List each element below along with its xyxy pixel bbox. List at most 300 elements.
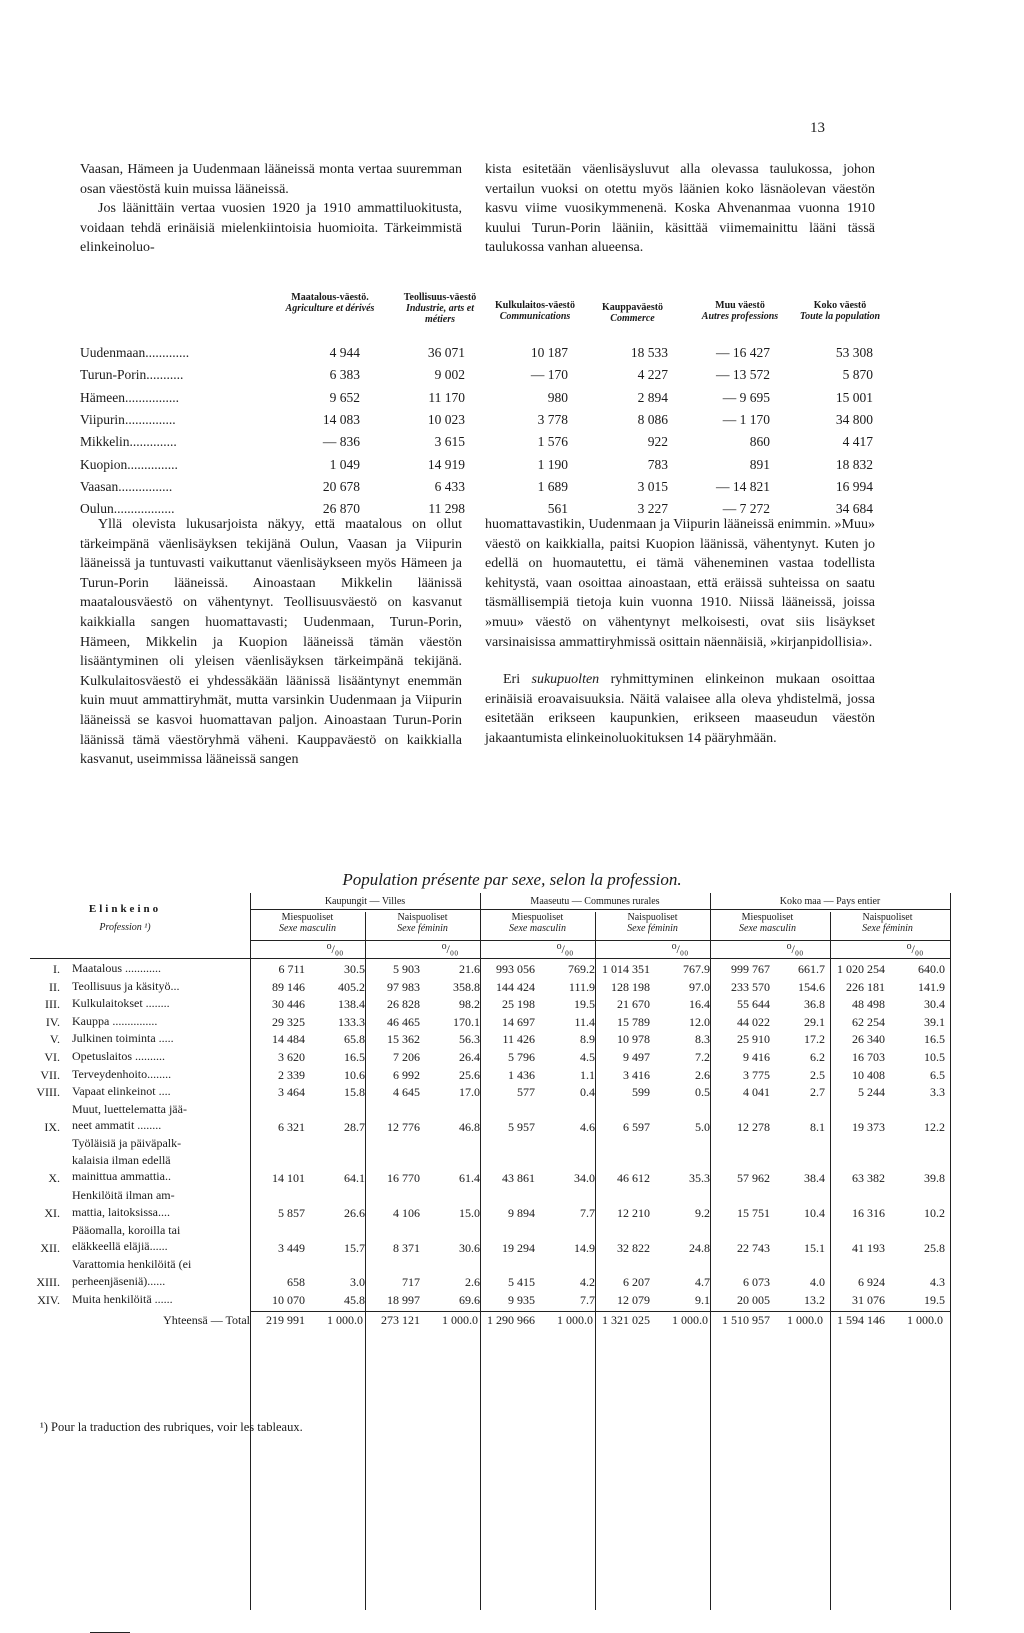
table-title: Population présente par sexe, selon la profession. <box>342 870 682 889</box>
permille-cell: 10.4 <box>804 1206 825 1220</box>
count-cell: 5 796 <box>508 1050 535 1064</box>
permille-cell: 34.0 <box>574 1171 595 1186</box>
row-label: Vapaat elinkeinot .... <box>72 1084 171 1099</box>
count-cell: 717 <box>402 1275 420 1290</box>
table-row <box>30 979 960 996</box>
row-label <box>80 479 290 495</box>
permille-cell: 38.4 <box>804 1171 825 1186</box>
row-number: XIII. <box>36 1275 60 1290</box>
count-cell: 12 776 <box>387 1119 420 1134</box>
count-cell: 9 497 <box>623 1050 650 1064</box>
paragraph: kista esitetään väenlisäysluvut alla olevassa taulukossa, johon vertailun vuoksi on otettu myös läänien koko läsnäolevan väestön kasvu viime vuosikymmenenä. Koska Ahvenanmaa vuonna 1910 kuului Turun-Porin lääniin, käsittää viimemainittu lääni tässä taulukossa vanhan alueensa. <box>485 162 875 255</box>
total-cell: 1 594 146 <box>837 1313 885 1328</box>
permille-cell: 64.1 <box>344 1171 365 1186</box>
row-name: Vaasan <box>80 478 119 494</box>
count-cell: 1 436 <box>508 1067 535 1082</box>
paragraph: huomattavastikin, Uudenmaan ja Viipurin lääneissä enimmin. »Muu» väestö on kaikkialla, paitsi Kuopion läänissä, vähentynyt. Kuten jo edellä on huomautettu, ei tämä väheneminen vastaa todellista kehitystä, vaan osoittaa ainoastaan, että eräissä suhteissa on saatu täsmällisempiä tietoja kuin vuonna 1910. Niissä lääneissä, joissa »muu» väestö on vähentynyt melkoisesti, ovat siis lisäykset varsinaisissa ammattiryhmissä osittain näennäisiä, »kirjanpidollisia». <box>485 517 875 650</box>
count-cell: 41 193 <box>852 1240 885 1255</box>
permille-cell: 7.7 <box>580 1292 595 1307</box>
permille-cell: 56.3 <box>459 1032 480 1047</box>
table-row <box>80 457 880 479</box>
table-cell: 891 <box>749 456 770 472</box>
table-cell: 16 994 <box>835 478 873 494</box>
row-label <box>80 390 290 406</box>
row-name: Turun-Porin <box>80 367 147 383</box>
table-cell: 1 190 <box>537 456 568 472</box>
total-label: Yhteensä — Total <box>163 1313 250 1328</box>
table-cell: 14 083 <box>322 411 360 427</box>
table-cell: 18 832 <box>835 456 873 472</box>
permille-cell: 45.8 <box>344 1292 365 1307</box>
table-cell: 36 071 <box>427 345 465 360</box>
permille-cell: 10.6 <box>344 1067 365 1082</box>
permille-cell: 15.7 <box>344 1240 365 1255</box>
table-row <box>30 1136 960 1187</box>
right-intro <box>485 160 875 258</box>
total-cell: 1 000.0 <box>557 1313 593 1328</box>
permille-cell: 2.5 <box>810 1067 825 1082</box>
permille-cell: 12.0 <box>689 1014 710 1029</box>
leader-dots: ........... <box>146 367 184 383</box>
permille-cell: 0.5 <box>695 1085 710 1100</box>
table-row <box>30 961 960 978</box>
count-cell: 19 294 <box>502 1240 535 1255</box>
row-label: Kulkulaitokset ........ <box>72 996 170 1011</box>
count-cell: 8 371 <box>393 1240 420 1255</box>
permille-cell: 30.4 <box>924 997 945 1012</box>
row-number: III. <box>45 997 60 1012</box>
count-cell: 4 106 <box>393 1206 420 1220</box>
table-cell: 860 <box>749 434 770 450</box>
row-number: X. <box>48 1171 60 1186</box>
count-cell: 46 612 <box>617 1171 650 1186</box>
permille-cell: 1.1 <box>580 1067 595 1082</box>
permille-cell: 640.0 <box>918 962 945 976</box>
count-cell: 6 597 <box>623 1119 650 1134</box>
count-cell: 32 822 <box>617 1240 650 1255</box>
permille-cell: 4.0 <box>810 1275 825 1290</box>
table-cell: 10 023 <box>427 411 465 427</box>
paragraph: Yllä olevista lukusarjoista näkyy, että maatalous on ollut tärkeimpänä väenlisäyksen tekijänä Oulun, Vaasan ja Viipurin lääneissä ja tuntuvasti vaikuttanut väenlisäykseen myös Hämeen ja Turun-Porin lääneissä. Ainoastaan Mikkelin läänissä maatalousväestö on vähentynyt. Teollisuusväestö on kasvanut kaikkialla sangen huomattavasti; Uudenmaan, Turun-Porin, Hämeen, Mikkelin ja Kuopion lääneissä tämän väestön lisääntyminen oli yleisen väenlisäyksen tärkeimpänä tekijänä. Kulkulaitosväestö ei yhdessäkään läänissä lisääntynyt enemmän kuin muut ammattiryhmät, mutta varsinkin Uudenmaan ja Viipurin lääneissä se kasvoi huomattavan paljon. Ainoastaan Turun-Porin läänissä tämä väestöryhmä väheni. Kauppaväestö on kaikkialla kasvanut, useimmissa lääneissä sangen <box>80 517 462 768</box>
count-cell: 577 <box>517 1085 535 1100</box>
permille-cell: 26.6 <box>344 1206 365 1220</box>
count-cell: 12 210 <box>617 1206 650 1220</box>
count-cell: 5 415 <box>508 1275 535 1290</box>
count-cell: 55 644 <box>737 997 770 1012</box>
count-cell: 599 <box>632 1085 650 1100</box>
count-cell: 16 316 <box>852 1206 885 1220</box>
count-cell: 22 743 <box>737 1240 770 1255</box>
count-cell: 29 325 <box>272 1014 305 1029</box>
count-cell: 3 449 <box>278 1240 305 1255</box>
table-row <box>80 345 880 367</box>
permille-cell: 24.8 <box>689 1240 710 1255</box>
paragraph: Eri sukupuolten ryhmittyminen elinkeinon mukaan osoittaa erinäisiä eroavaisuuksia. Näitä valaisee alla oleva yhdistelmä, jossa esitetään erikseen kaupunkien, erikseen maaseudun väestön jakaantumista elinkeinoluokituksen 14 pääryhmään. <box>485 672 875 746</box>
table-row <box>30 1084 960 1101</box>
permille-cell: 14.9 <box>574 1240 595 1255</box>
leader-dots: ................ <box>118 478 173 494</box>
permille-cell: 5.0 <box>695 1119 710 1134</box>
count-cell: 12 079 <box>617 1292 650 1307</box>
table-cell: 14 919 <box>427 456 465 472</box>
total-cell: 219 991 <box>266 1313 305 1328</box>
row-label <box>80 412 290 428</box>
header-rule <box>30 958 950 959</box>
table-cell: — 1 170 <box>722 411 770 427</box>
permille-cell: 30.5 <box>344 962 365 976</box>
table-cell: 1 576 <box>537 434 568 450</box>
count-cell: 26 340 <box>852 1032 885 1047</box>
total-cell: 273 121 <box>381 1313 420 1328</box>
count-cell: 57 962 <box>737 1171 770 1186</box>
sub-header-fr: Sexe masculin <box>739 923 796 934</box>
col-header: Kulkulaitos-väestö Communications <box>494 300 575 322</box>
table-cell: — 836 <box>322 434 360 450</box>
row-number: II. <box>49 979 60 994</box>
permille-cell: 29.1 <box>804 1014 825 1029</box>
header-rule <box>250 909 950 910</box>
permille-label: ⁰/₀₀ <box>326 942 344 956</box>
stub-header: Elinkeino <box>88 903 162 915</box>
permille-cell: 8.1 <box>810 1119 825 1134</box>
permille-cell: 13.2 <box>804 1292 825 1307</box>
count-cell: 30 446 <box>272 997 305 1012</box>
permille-cell: 7.7 <box>580 1206 595 1220</box>
row-number: VII. <box>40 1067 60 1082</box>
row-number: XII. <box>40 1240 60 1255</box>
permille-cell: 21.6 <box>459 962 480 976</box>
table-cell: 3 227 <box>637 501 668 517</box>
permille-cell: 17.2 <box>804 1032 825 1047</box>
count-cell: 25 198 <box>502 997 535 1012</box>
permille-cell: 46.8 <box>459 1119 480 1134</box>
permille-cell: 26.4 <box>459 1050 480 1064</box>
permille-cell: 2.6 <box>465 1275 480 1290</box>
col-header: Muu väestö Autres professions <box>701 300 779 322</box>
table-row <box>30 996 960 1013</box>
count-cell: 10 070 <box>272 1292 305 1307</box>
table-cell: 5 870 <box>842 367 873 383</box>
header-rule <box>250 940 950 941</box>
table-cell: 561 <box>547 501 568 517</box>
permille-label: ⁰/₀₀ <box>671 942 689 956</box>
row-number: XI. <box>44 1206 60 1220</box>
permille-cell: 8.3 <box>695 1032 710 1047</box>
leader-dots: ............. <box>145 345 190 360</box>
permille-cell: 25.8 <box>924 1240 945 1255</box>
table-cell: — 7 272 <box>722 501 770 517</box>
count-cell: 5 903 <box>393 962 420 976</box>
row-name: Hämeen <box>80 389 125 405</box>
count-cell: 4 041 <box>743 1085 770 1100</box>
sub-header: Miespuoliset <box>511 912 564 923</box>
table-cell: 4 944 <box>329 345 360 360</box>
table-cell: 6 383 <box>329 367 360 383</box>
count-cell: 144 424 <box>496 979 535 994</box>
row-name: Oulun <box>80 501 114 517</box>
permille-cell: 30.6 <box>459 1240 480 1255</box>
sub-header-fr: Sexe masculin <box>279 923 336 934</box>
permille-cell: 141.9 <box>918 979 945 994</box>
permille-cell: 4.7 <box>695 1275 710 1290</box>
count-cell: 10 408 <box>852 1067 885 1082</box>
row-label <box>80 457 290 473</box>
count-cell: 7 206 <box>393 1050 420 1064</box>
row-label <box>80 434 290 450</box>
row-label: mainittua ammattia.. <box>72 1169 171 1184</box>
table-cell: — 13 572 <box>716 367 770 383</box>
sub-header-fr: Sexe féminin <box>627 923 678 934</box>
group-header: Kaupungit — Villes <box>324 896 406 907</box>
row-label: Varattomia henkilöitä (ei <box>72 1257 192 1272</box>
count-cell: 97 983 <box>387 979 420 994</box>
table-row <box>80 367 880 389</box>
count-cell: 10 978 <box>617 1032 650 1047</box>
count-cell: 3 775 <box>743 1067 770 1082</box>
col-header: Teollisuus-väestö Industrie, arts et métiers <box>403 292 477 325</box>
permille-cell: 4.6 <box>580 1119 595 1134</box>
count-cell: 4 645 <box>393 1085 420 1100</box>
permille-cell: 405.2 <box>338 979 365 994</box>
count-cell: 3 416 <box>623 1067 650 1082</box>
count-cell: 19 373 <box>852 1119 885 1134</box>
permille-cell: 16.5 <box>924 1032 945 1047</box>
table-cell: 3 015 <box>637 478 668 494</box>
row-label: Teollisuus ja käsityö... <box>72 978 180 993</box>
table-cell: — 16 427 <box>716 345 770 360</box>
table-cell: 34 800 <box>835 411 873 427</box>
row-number: XIV. <box>37 1292 60 1307</box>
row-number: I. <box>53 962 60 976</box>
table-cell: 11 170 <box>428 389 465 405</box>
count-cell: 15 362 <box>387 1032 420 1047</box>
row-label: Terveydenhoito........ <box>72 1066 172 1081</box>
permille-cell: 4.2 <box>580 1275 595 1290</box>
table-cell: 26 870 <box>322 501 360 517</box>
row-label: neet ammatit ........ <box>72 1118 162 1133</box>
count-cell: 5 857 <box>278 1206 305 1220</box>
count-cell: 43 861 <box>502 1171 535 1186</box>
total-cell: 1 290 966 <box>487 1313 535 1328</box>
permille-cell: 17.0 <box>459 1085 480 1100</box>
count-cell: 1 020 254 <box>837 962 885 976</box>
row-label: eläkkeellä eläjiä...... <box>72 1239 168 1254</box>
table-cell: 1 049 <box>329 456 360 472</box>
group-header: Koko maa — Pays entier <box>779 896 881 907</box>
count-cell: 63 382 <box>852 1171 885 1186</box>
permille-cell: 4.5 <box>580 1050 595 1064</box>
leader-dots: .................. <box>113 501 175 517</box>
count-cell: 46 465 <box>387 1014 420 1029</box>
row-name: Uudenmaan <box>80 345 146 360</box>
permille-cell: 25.6 <box>459 1067 480 1082</box>
permille-cell: 9.2 <box>695 1206 710 1220</box>
table-cell: 3 615 <box>434 434 465 450</box>
permille-cell: 19.5 <box>924 1292 945 1307</box>
count-cell: 2 339 <box>278 1067 305 1082</box>
col-header: Koko väestö Toute la population <box>799 300 881 322</box>
sub-header: Naispuoliset <box>862 912 913 923</box>
row-label: Pääomalla, koroilla tai <box>72 1222 181 1237</box>
row-label: perheenjäseniä)...... <box>72 1273 166 1288</box>
sub-header-fr: Sexe féminin <box>862 923 913 934</box>
permille-cell: 138.4 <box>338 997 365 1012</box>
page-number: 13 <box>810 120 825 136</box>
permille-cell: 61.4 <box>459 1171 480 1186</box>
count-cell: 226 181 <box>846 979 885 994</box>
left-intro <box>80 160 462 258</box>
table-row <box>30 1049 960 1066</box>
count-cell: 6 321 <box>278 1119 305 1134</box>
permille-cell: 170.1 <box>453 1014 480 1029</box>
count-cell: 6 207 <box>623 1275 650 1290</box>
permille-cell: 12.2 <box>924 1119 945 1134</box>
sub-header: Miespuoliset <box>741 912 794 923</box>
table-cell: 4 417 <box>842 434 873 450</box>
count-cell: 3 464 <box>278 1085 305 1100</box>
row-label: Muita henkilöitä ...... <box>72 1291 173 1306</box>
permille-cell: 767.9 <box>683 962 710 976</box>
count-cell: 44 022 <box>737 1014 770 1029</box>
count-cell: 999 767 <box>731 962 770 976</box>
footnote: ¹) Pour la traduction des rubriques, voir les tableaux. <box>40 1420 303 1434</box>
permille-cell: 2.6 <box>695 1067 710 1082</box>
count-cell: 11 426 <box>502 1032 535 1047</box>
count-cell: 6 711 <box>278 962 305 976</box>
table-cell: 980 <box>547 389 568 405</box>
permille-cell: 8.9 <box>580 1032 595 1047</box>
count-cell: 14 484 <box>272 1032 305 1047</box>
table-cell: 4 227 <box>637 367 668 383</box>
count-cell: 3 620 <box>278 1050 305 1064</box>
count-cell: 5 957 <box>508 1119 535 1134</box>
count-cell: 14 697 <box>502 1014 535 1029</box>
table-row <box>80 479 880 501</box>
table-cell: 11 298 <box>428 501 465 517</box>
total-cell: 1 510 957 <box>722 1313 770 1328</box>
row-label <box>80 367 290 383</box>
total-cell: 1 000.0 <box>672 1313 708 1328</box>
table-cell: 783 <box>647 456 668 472</box>
total-rule <box>250 1311 950 1312</box>
count-cell: 20 005 <box>737 1292 770 1307</box>
permille-cell: 6.2 <box>810 1050 825 1064</box>
row-number: V. <box>49 1032 60 1047</box>
table-row <box>30 1188 960 1222</box>
table-row <box>30 1067 960 1084</box>
row-label: mattia, laitoksissa.... <box>72 1204 170 1219</box>
sub-header-fr: Sexe féminin <box>397 923 448 934</box>
sub-header: Miespuoliset <box>281 912 334 923</box>
count-cell: 48 498 <box>852 997 885 1012</box>
permille-cell: 15.8 <box>344 1085 365 1100</box>
table-row <box>80 434 880 456</box>
col-header: Maatalous-väestö. Agriculture et dérivés <box>285 292 375 314</box>
table-cell: 18 533 <box>630 345 668 360</box>
row-label: kalaisia ilman edellä <box>72 1152 171 1167</box>
permille-cell: 2.7 <box>810 1085 825 1100</box>
permille-cell: 35.3 <box>689 1171 710 1186</box>
table-cell: 2 894 <box>637 389 668 405</box>
count-cell: 6 924 <box>858 1275 885 1290</box>
leader-dots: ............... <box>127 456 178 472</box>
count-cell: 16 770 <box>387 1171 420 1186</box>
table-row <box>80 390 880 412</box>
table-cell: — 170 <box>530 367 568 383</box>
permille-cell: 39.8 <box>924 1171 945 1186</box>
permille-label: ⁰/₀₀ <box>786 942 804 956</box>
permille-cell: 15.1 <box>804 1240 825 1255</box>
permille-cell: 133.3 <box>338 1014 365 1029</box>
permille-cell: 111.9 <box>568 979 595 994</box>
permille-label: ⁰/₀₀ <box>441 942 459 956</box>
table-cell: 34 684 <box>835 501 873 517</box>
table-row <box>30 1102 960 1136</box>
table-row <box>30 1031 960 1048</box>
table-row <box>30 1014 960 1031</box>
permille-cell: 39.1 <box>924 1014 945 1029</box>
count-cell: 89 146 <box>272 979 305 994</box>
row-number: IX. <box>44 1119 60 1134</box>
table-cell: 922 <box>647 434 668 450</box>
permille-cell: 11.4 <box>574 1014 595 1029</box>
table-row <box>30 1257 960 1291</box>
permille-cell: 358.8 <box>453 979 480 994</box>
table-cell: 6 433 <box>434 478 465 494</box>
count-cell: 9 935 <box>508 1292 535 1307</box>
row-label: Muut, luettelematta jää- <box>72 1101 187 1116</box>
count-cell: 62 254 <box>852 1014 885 1029</box>
permille-cell: 154.6 <box>798 979 825 994</box>
leader-dots: .............. <box>129 434 177 450</box>
permille-cell: 6.5 <box>930 1067 945 1082</box>
sub-header: Naispuoliset <box>397 912 448 923</box>
paragraph: Vaasan, Hämeen ja Uudenmaan lääneissä monta vertaa suuremman osan väestöstä kuin muissa lääneissä. <box>80 162 462 197</box>
total-cell: 1 000.0 <box>787 1313 823 1328</box>
count-cell: 18 997 <box>387 1292 420 1307</box>
permille-cell: 65.8 <box>344 1032 365 1047</box>
count-cell: 14 101 <box>272 1171 305 1186</box>
right-body <box>485 515 875 749</box>
table-cell: 10 187 <box>530 345 568 360</box>
permille-cell: 9.1 <box>695 1292 710 1307</box>
table-row <box>80 412 880 434</box>
col-header: Kauppaväestö Commerce <box>601 302 664 324</box>
permille-cell: 7.2 <box>695 1050 710 1064</box>
table-cell: 15 001 <box>835 389 873 405</box>
count-cell: 15 789 <box>617 1014 650 1029</box>
row-number: VI. <box>44 1050 60 1064</box>
row-name: Viipurin <box>80 411 125 427</box>
leader-dots: ............... <box>124 411 176 427</box>
table-cell: 8 086 <box>637 411 668 427</box>
total-cell: 1 321 025 <box>602 1313 650 1328</box>
total-cell: 1 000.0 <box>327 1313 363 1328</box>
row-label: Henkilöitä ilman am- <box>72 1188 175 1202</box>
count-cell: 6 073 <box>743 1275 770 1290</box>
stub-header-fr: Profession ¹) <box>99 922 151 933</box>
count-cell: 16 703 <box>852 1050 885 1064</box>
table-cell: — 9 695 <box>722 389 770 405</box>
row-label: Työläisiä ja päiväpalk- <box>72 1136 182 1151</box>
left-body <box>80 515 462 770</box>
permille-cell: 769.2 <box>568 962 595 976</box>
count-cell: 9 894 <box>508 1206 535 1220</box>
permille-cell: 3.3 <box>930 1085 945 1100</box>
group-header: Maaseutu — Communes rurales <box>530 896 660 907</box>
row-number: IV. <box>45 1014 60 1029</box>
count-cell: 21 670 <box>617 997 650 1012</box>
